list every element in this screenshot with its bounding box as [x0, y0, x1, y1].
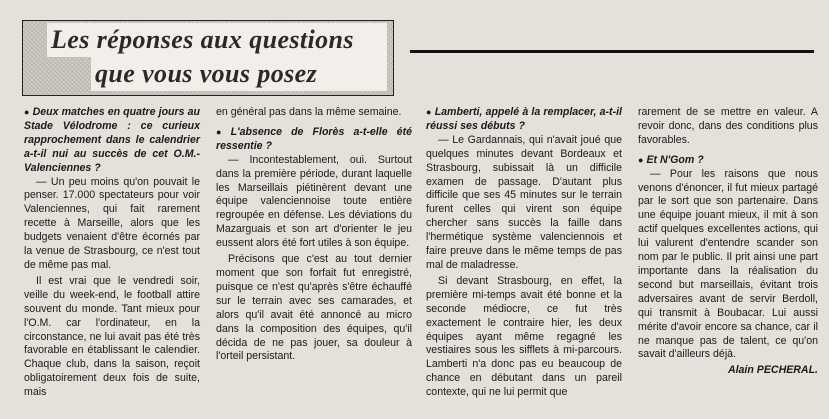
header-rule [410, 50, 814, 53]
author-signature: Alain PECHERAL. [727, 364, 818, 377]
bullet-icon: ● [216, 126, 228, 137]
bullet-icon: ● [24, 107, 30, 117]
question-1: ● Deux matches en quatre jours au Stade Vélodrome : ce curieux rapprochement dans le calendrier a-t-il nui au succès de cet O.M.-Valenciennes ? [24, 106, 201, 174]
paragraph-continued: rarement de se mettre en valeur. A revoir donc, dans des conditions plus favorables. [638, 106, 818, 146]
paragraph-continued: en général pas dans la même semaine. [216, 106, 402, 118]
paragraph: Il est vrai que le vendredi soir, veille du week-end, le football attire souvent du monde. Tant mieux pour l'O.M. car l'ordinateur, en la circonstance, ne lui avait pas été très favorable en établissant le calendier. Chaque club, dans la saison, reçoit obligatoirement deux fois de suite, mais [24, 274, 200, 399]
headline-box [22, 20, 394, 96]
question-3: ● Lamberti, appelé à la remplacer, a-t-il réussi ses débuts ? [426, 106, 622, 132]
question-4: ● Et N'Gom ? [638, 153, 704, 166]
answer-3: — Le Gardannais, qui n'avait joué que quelques minutes devant Bordeaux et Strasbourg, subissait là un difficile examen de passage. D'autant plus difficile que ses 45 minutes sur le terrain furent celles qui virent son équipe chercher sans succès la faille dans l'hermétique système valenciennois et faire preuve dans le même temps de pas mal de maladresse. [426, 133, 622, 271]
column-2 [216, 106, 412, 370]
answer-2: — Incontestablement, oui. Surtout dans la première période, durant laquelle les Marseillais piétinèrent devant une équipe valenciennoise toute entière regroupée en défense. Les déviations du Mazarguais et son art d'orienter le jeu eussent alors été fort utiles à son équipe. [216, 153, 412, 250]
column-4 [638, 106, 818, 384]
headline-line-2: que vous vous posez [47, 57, 387, 91]
column-1 [24, 106, 200, 406]
question-2: ● L'absence de Florès a-t-elle été ressentie ? [216, 125, 412, 152]
answer-1: — Un peu moins qu'on pouvait le penser. 17.000 spectateurs pour voir Valenciennes, qui fait rarement recette à Marseille, alors que les budgets venaient d'être écornés par la venue de Strasbourg, ce n'est tout de même pas mal. [24, 175, 200, 271]
headline-line-1: Les réponses aux questions [47, 23, 387, 57]
headline [47, 23, 387, 91]
paragraph: Précisons que c'est au tout dernier moment que son forfait fut enregistré, puisque ce n'est qu'après s'être échauffé sur le terrain avec ses camarades, et alors qu'il avait été annoncé au micro dans la composition des équipes, qu'il décida de ne pas jouer, sa douleur à l'orteil persistant. [216, 253, 412, 363]
paragraph: Si devant Strasbourg, en effet, la première mi-temps avait été bonne et la seconde médiocre, ce fut très exactement le contraire hier, les deux équipes ayant même regagné les vestiaires sous les sifflets à mi-parcours. Lamberti n'a donc pas eu beaucoup de chance en débutant dans un pareil contexte, qui ne lui permit que [426, 274, 622, 399]
column-3 [426, 106, 622, 406]
bullet-icon: ● [426, 107, 432, 117]
bullet-icon: ● [638, 154, 644, 165]
answer-4: — Pour les raisons que nous venons d'énoncer, il fut mieux partagé par le sort que son partenaire. Dans une équipe jouant mieux, il mit à son actif quelques excellentes actions, qui lui valurent d'entendre scander son nom par le public. Il prit ainsi une part importante dans la réalisation du second but marseillais, évitant trois adversaires avant de servir Berdoll, qui transmit à Boubacar. Lui aussi mérite d'avoir encore sa chance, car il ne manque pas de talent, ce qu'on savait d'ailleurs déjà. [638, 167, 818, 361]
